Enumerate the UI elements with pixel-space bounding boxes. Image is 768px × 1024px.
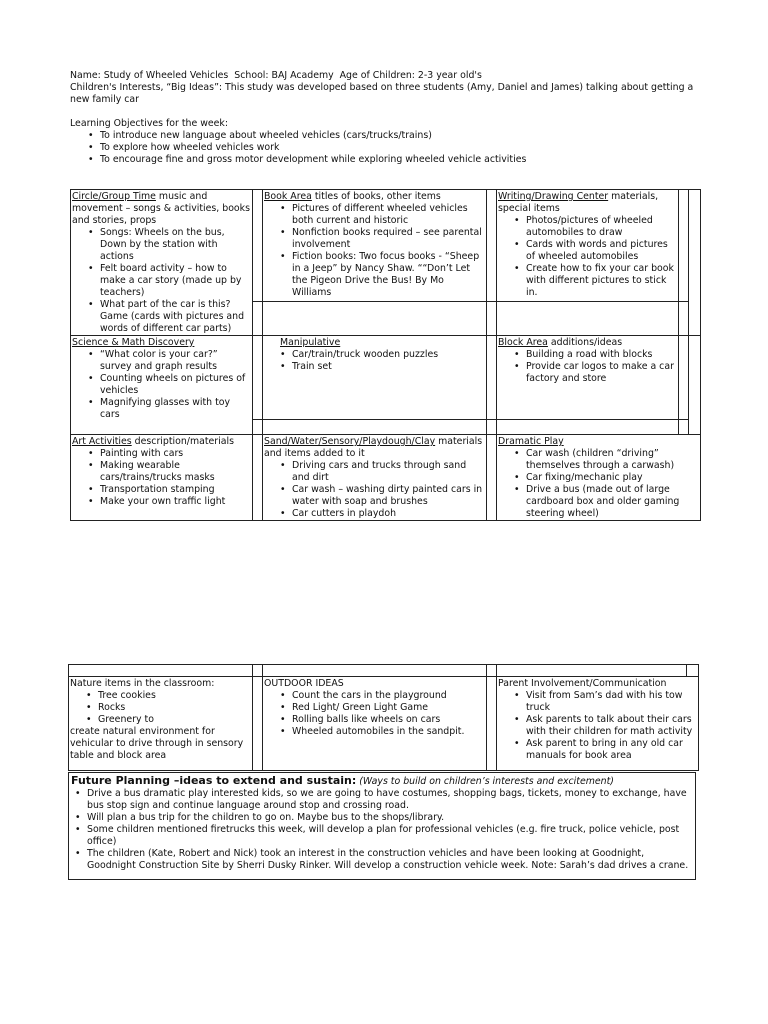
study-name-line: Name: Study of Wheeled Vehicles School: BAJ Academy Age of Children: 2-3 year old's bbox=[70, 70, 482, 81]
future-planning-subtitle: (Ways to build on children’s interests and excitement) bbox=[359, 776, 614, 787]
cell-spacer bbox=[679, 301, 689, 335]
cell-nature-items bbox=[69, 677, 253, 771]
list-item: • Visit from Sam’s dad with his tow truck bbox=[498, 690, 696, 714]
cell-spacer bbox=[253, 420, 263, 435]
cell-spacer bbox=[69, 665, 253, 677]
cell-list bbox=[264, 203, 484, 299]
list-item: • Pictures of different wheeled vehicles both current and historic bbox=[264, 203, 484, 227]
list-item: • Car/train/truck wooden puzzles bbox=[264, 349, 484, 361]
document-header bbox=[70, 70, 700, 166]
list-item: • Building a road with blocks bbox=[498, 349, 676, 361]
list-item: • Drive a bus (made out of large cardboard box and older gaming steering wheel) bbox=[498, 484, 698, 520]
cell-spacer bbox=[497, 420, 679, 435]
cell-list bbox=[498, 215, 676, 299]
cell-spacer bbox=[253, 301, 263, 335]
cell-heading: Book Area bbox=[264, 191, 312, 202]
cell-list bbox=[498, 448, 698, 520]
cell-spacer bbox=[689, 336, 701, 435]
list-item: • Driving cars and trucks through sand and dirt bbox=[264, 460, 484, 484]
cell-heading: Science & Math Discovery bbox=[72, 337, 195, 348]
cell-manipulative bbox=[263, 336, 487, 420]
cell-list bbox=[498, 690, 696, 762]
list-item: • Some children mentioned firetrucks this week, will develop a plan for professional vehicles (e.g. fire truck, police vehicle, post office) bbox=[71, 824, 693, 848]
cell-heading: Dramatic Play bbox=[498, 436, 564, 447]
cell-parent-involvement bbox=[497, 677, 699, 771]
list-item: • Ask parent to bring in any old car manuals for book area bbox=[498, 738, 696, 762]
future-planning-list bbox=[71, 788, 693, 872]
cell-spacer bbox=[253, 665, 263, 677]
cell-heading: Sand/Water/Sensory/Playdough/Clay bbox=[264, 436, 436, 447]
cell-heading-rest: titles of books, other items bbox=[311, 191, 441, 202]
activity-grid-2 bbox=[68, 664, 699, 771]
cell-list bbox=[264, 349, 484, 373]
list-item: • Car wash (children “driving” themselves through a carwash) bbox=[498, 448, 698, 472]
cell-heading-rest: music and movement – songs & activities, books and stories, props bbox=[72, 191, 250, 226]
list-item: • Ask parents to talk about their cars with their children for math activity bbox=[498, 714, 696, 738]
cell-list bbox=[72, 448, 250, 508]
cell-heading: Nature items in the classroom: bbox=[70, 678, 215, 689]
cell-spacer bbox=[679, 420, 689, 435]
list-item: • Fiction books: Two focus books - “Sheep in a Jeep” by Nancy Shaw. ““Don’t Let the Pigeon Drive the Bus! By Mo Williams bbox=[264, 251, 484, 299]
cell-heading: Manipulative bbox=[280, 337, 341, 348]
list-item: • Car wash – washing dirty painted cars in water with soap and brushes bbox=[264, 484, 484, 508]
list-item: • Create how to fix your car book with different pictures to stick in. bbox=[498, 263, 676, 299]
cell-list bbox=[72, 227, 250, 335]
cell-science-math bbox=[71, 336, 253, 435]
cell-heading-rest: additions/ideas bbox=[547, 337, 623, 348]
list-item: • Count the cars in the playground bbox=[264, 690, 484, 702]
cell-list bbox=[264, 460, 484, 520]
list-item: • Make your own traffic light bbox=[72, 496, 250, 508]
cell-block-area bbox=[497, 336, 679, 420]
list-item: • Counting wheels on pictures of vehicles bbox=[72, 373, 250, 397]
cell-outdoor-ideas bbox=[263, 677, 487, 771]
list-item: • Rolling balls like wheels on cars bbox=[264, 714, 484, 726]
learning-objectives-title: Learning Objectives for the week: bbox=[70, 118, 229, 129]
cell-heading: Block Area bbox=[498, 337, 548, 348]
cell-spacer bbox=[487, 336, 497, 420]
cell-spacer bbox=[253, 677, 263, 771]
list-item: • Wheeled automobiles in the sandpit. bbox=[264, 726, 484, 738]
list-item: • Red Light/ Green Light Game bbox=[264, 702, 484, 714]
list-item: • Songs: Wheels on the bus, Down by the station with actions bbox=[72, 227, 250, 263]
cell-book-area bbox=[263, 190, 487, 302]
list-item: • Car fixing/mechanic play bbox=[498, 472, 698, 484]
list-item: • Transportation stamping bbox=[72, 484, 250, 496]
list-item: • What part of the car is this? Game (cards with pictures and words of different car parts) bbox=[72, 299, 250, 335]
cell-circle-group-time bbox=[71, 190, 253, 336]
cell-spacer bbox=[253, 190, 263, 302]
objective-item: • To explore how wheeled vehicles work bbox=[70, 142, 700, 154]
cell-heading: Parent Involvement/Communication bbox=[498, 678, 667, 689]
cell-spacer bbox=[487, 190, 497, 302]
cell-spacer bbox=[679, 336, 689, 420]
future-planning-box bbox=[68, 772, 696, 880]
cell-heading: Writing/Drawing Center bbox=[498, 191, 609, 202]
cell-spacer bbox=[263, 301, 487, 335]
cell-spacer bbox=[263, 420, 487, 435]
cell-spacer bbox=[497, 301, 679, 335]
cell-spacer bbox=[253, 336, 263, 420]
cell-list bbox=[498, 349, 676, 385]
objective-item: • To encourage fine and gross motor development while exploring wheeled vehicle activities bbox=[70, 154, 700, 166]
cell-spacer bbox=[687, 665, 699, 677]
list-item: • Greenery to bbox=[70, 714, 250, 726]
list-item: • “What color is your car?” survey and graph results bbox=[72, 349, 250, 373]
cell-heading-rest: materials and items added to it bbox=[264, 436, 483, 459]
list-item: • Photos/pictures of wheeled automobiles to draw bbox=[498, 215, 676, 239]
list-item: • Provide car logos to make a car factory and store bbox=[498, 361, 676, 385]
cell-heading: Circle/Group Time bbox=[72, 191, 156, 202]
list-item: • Magnifying glasses with toy cars bbox=[72, 397, 250, 421]
cell-spacer bbox=[487, 677, 497, 771]
childrens-interests-line: Children's Interests, “Big Ideas”: This study was developed based on three students (Amy, Daniel and James) talking about getting a new family car bbox=[70, 82, 697, 105]
future-planning-title: Future Planning –ideas to extend and sustain: bbox=[71, 774, 357, 787]
cell-spacer bbox=[487, 435, 497, 521]
list-item: • Drive a bus dramatic play interested kids, so we are going to have costumes, shopping bags, tickets, money to exchange, have bus stop sign and continue language around stop and crossing road. bbox=[71, 788, 693, 812]
cell-writing-drawing-center bbox=[497, 190, 679, 302]
list-item: • The children (Kate, Robert and Nick) took an interest in the construction vehicles and have been looking at Goodnight, Goodnight Construction Site by Sherri Dusky Rinker. Will develop a construction vehicle week. Note: Sarah’s dad drives a crane. bbox=[71, 848, 693, 872]
cell-spacer bbox=[263, 665, 487, 677]
list-item: • Cards with words and pictures of wheeled automobiles bbox=[498, 239, 676, 263]
cell-spacer bbox=[679, 190, 689, 302]
list-item: • Car cutters in playdoh bbox=[264, 508, 484, 520]
list-item: • Painting with cars bbox=[72, 448, 250, 460]
learning-objectives-list bbox=[70, 130, 700, 166]
cell-spacer bbox=[487, 301, 497, 335]
cell-list bbox=[70, 690, 250, 762]
list-item: • Felt board activity – how to make a car story (made up by teachers) bbox=[72, 263, 250, 299]
cell-heading-rest: description/materials bbox=[131, 436, 234, 447]
list-item: • Will plan a bus trip for the children to go on. Maybe bus to the shops/library. bbox=[71, 812, 693, 824]
cell-list bbox=[72, 349, 250, 421]
cell-spacer bbox=[487, 665, 497, 677]
cell-heading: OUTDOOR IDEAS bbox=[264, 678, 344, 689]
list-item: • Making wearable cars/trains/trucks masks bbox=[72, 460, 250, 484]
cell-dramatic-play bbox=[497, 435, 701, 521]
list-item: • Rocks bbox=[70, 702, 250, 714]
list-item: • Nonfiction books required – see parental involvement bbox=[264, 227, 484, 251]
cell-heading-rest: materials, special items bbox=[498, 191, 659, 214]
cell-sand-water-sensory bbox=[263, 435, 487, 521]
cell-heading: Art Activities bbox=[72, 436, 132, 447]
cell-art-activities bbox=[71, 435, 253, 521]
objective-item: • To introduce new language about wheeled vehicles (cars/trucks/trains) bbox=[70, 130, 700, 142]
cell-spacer bbox=[253, 435, 263, 521]
cell-spacer bbox=[487, 420, 497, 435]
cell-list bbox=[264, 690, 484, 738]
activity-grid bbox=[70, 189, 701, 521]
cell-spacer bbox=[497, 665, 687, 677]
list-item: • Tree cookies bbox=[70, 690, 250, 702]
list-item-continuation: create natural environment for vehicular to drive through in sensory table and block area bbox=[70, 726, 244, 761]
cell-spacer bbox=[689, 190, 701, 336]
list-item: • Train set bbox=[264, 361, 484, 373]
